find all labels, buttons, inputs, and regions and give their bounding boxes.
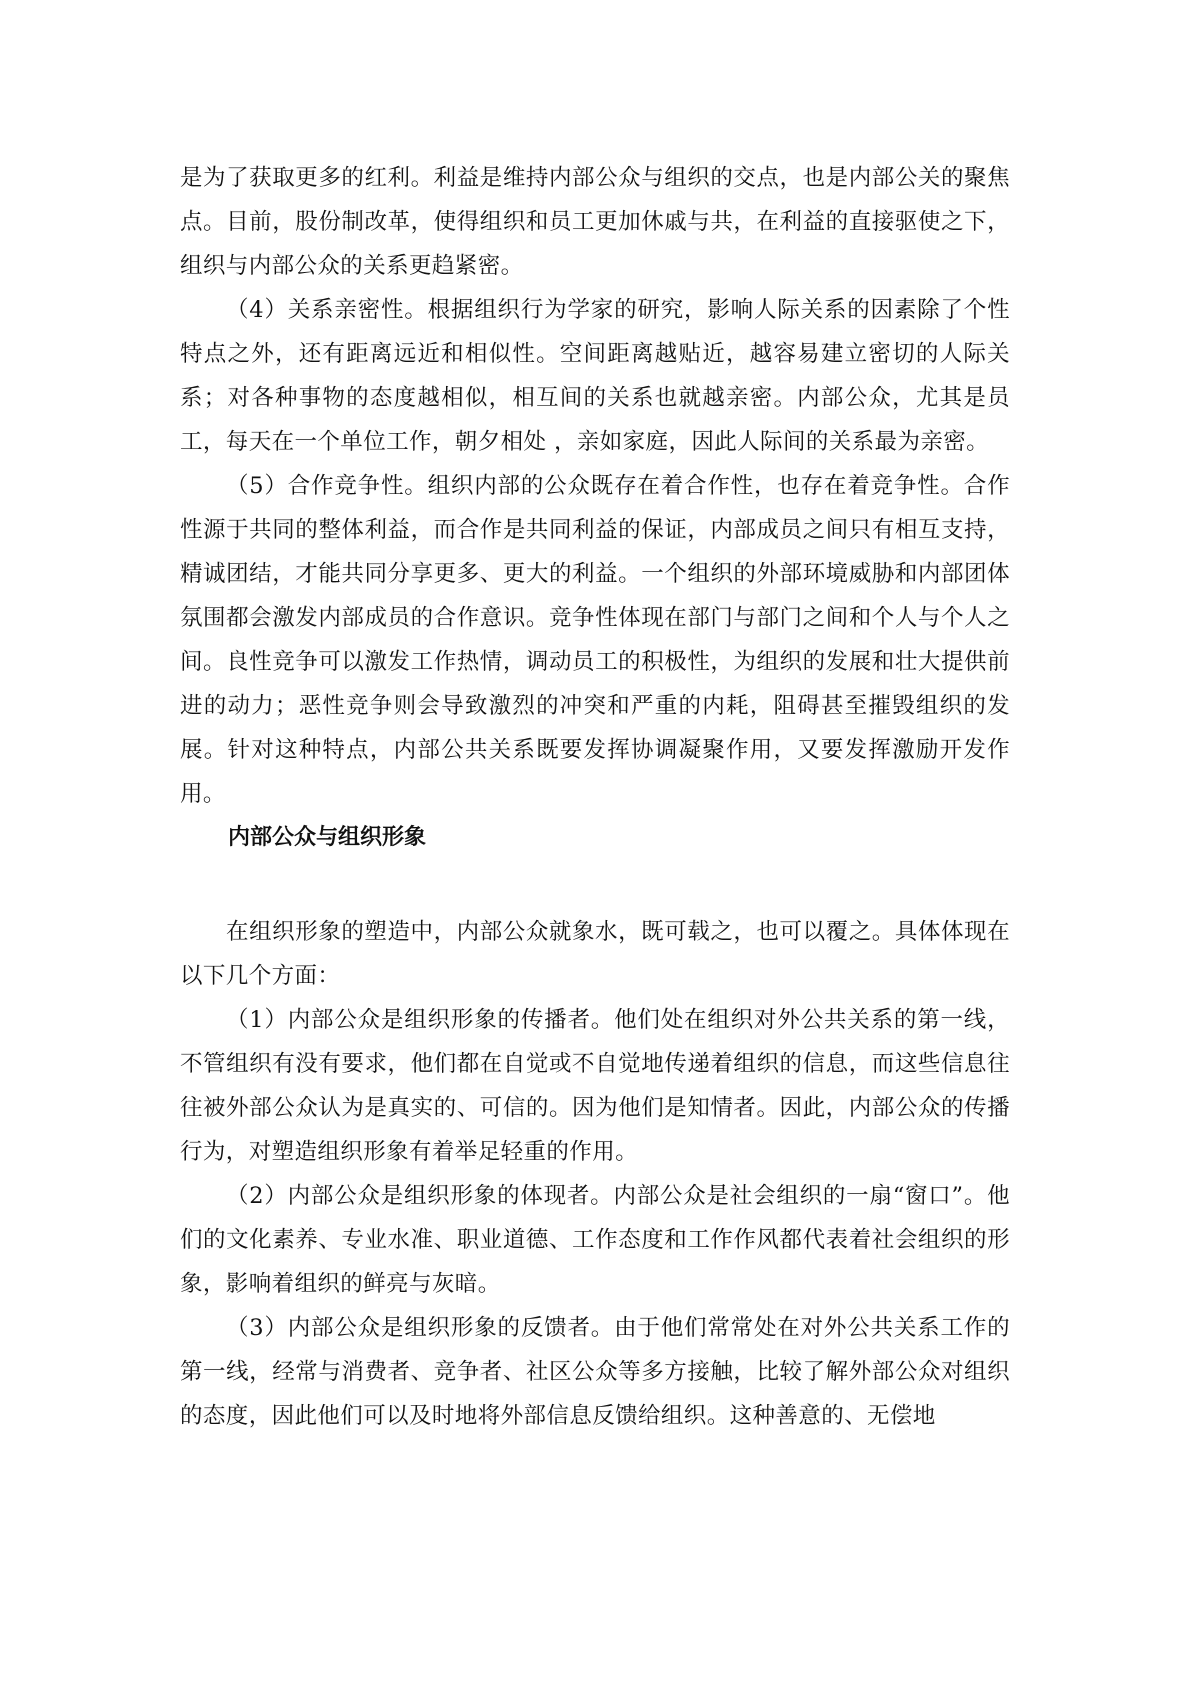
page-body <box>180 156 1010 1438</box>
paragraph-cooperation-competition: （5）合作竞争性。组织内部的公众既存在着合作性，也存在着竞争性。合作性源于共同的整体利益，而合作是共同利益的保证，内部成员之间只有相互支持，精诚团结，才能共同分享更多、更大的利益。一个组织的外部环境威胁和内部团体氛围都会激发内部成员的合作意识。竞争性体现在部门与部门之间和个人与个人之间。良性竞争可以激发工作热情，调动员工的积极性，为组织的发展和壮大提供前进的动力；恶性竞争则会导致激烈的冲突和严重的内耗，阻碍甚至摧毁组织的发展。针对这种特点，内部公共关系既要发挥协调凝聚作用，又要发挥激励开发作用。 <box>180 473 1010 807</box>
section-heading: 内部公众与组织形象 <box>228 825 427 850</box>
paragraph-image-intro: 在组织形象的塑造中，内部公众就象水，既可载之，也可以覆之。具体体现在以下几个方面： <box>180 919 1010 989</box>
paragraph-image-feedback: （3）内部公众是组织形象的反馈者。由于他们常常处在对外公共关系工作的第一线，经常与消费者、竞争者、社区公众等多方接触，比较了解外部公众对组织的态度，因此他们可以及时地将外部信息反馈给组织。这种善意的、无偿地 <box>180 1315 1010 1429</box>
paragraph-continued-interest: 是为了获取更多的红利。利益是维持内部公众与组织的交点，也是内部公关的聚焦点。目前，股份制改革，使得组织和员工更加休戚与共，在利益的直接驱使之下，组织与内部公众的关系更趋紧密。 <box>180 165 1010 279</box>
paragraph-image-disseminator: （1）内部公众是组织形象的传播者。他们处在组织对外公共关系的第一线，不管组织有没有要求，他们都在自觉或不自觉地传递着组织的信息，而这些信息往往被外部公众认为是真实的、可信的。因为他们是知情者。因此，内部公众的传播行为，对塑造组织形象有着举足轻重的作用。 <box>180 1007 1010 1165</box>
paragraph-relationship-intimacy: （4）关系亲密性。根据组织行为学家的研究，影响人际关系的因素除了个性特点之外，还有距离远近和相似性。空间距离越贴近，越容易建立密切的人际关系；对各种事物的态度越相似，相互间的关系也就越亲密。内部公众，尤其是员工，每天在一个单位工作，朝夕相处 ，亲如家庭，因此人际间的关系最为亲密。 <box>180 297 1010 455</box>
paragraph-image-embodiment: （2）内部公众是组织形象的体现者。内部公众是社会组织的一扇“窗口”。他们的文化素养、专业水准、职业道德、工作态度和工作作风都代表着社会组织的形象，影响着组织的鲜亮与灰暗。 <box>180 1183 1010 1297</box>
